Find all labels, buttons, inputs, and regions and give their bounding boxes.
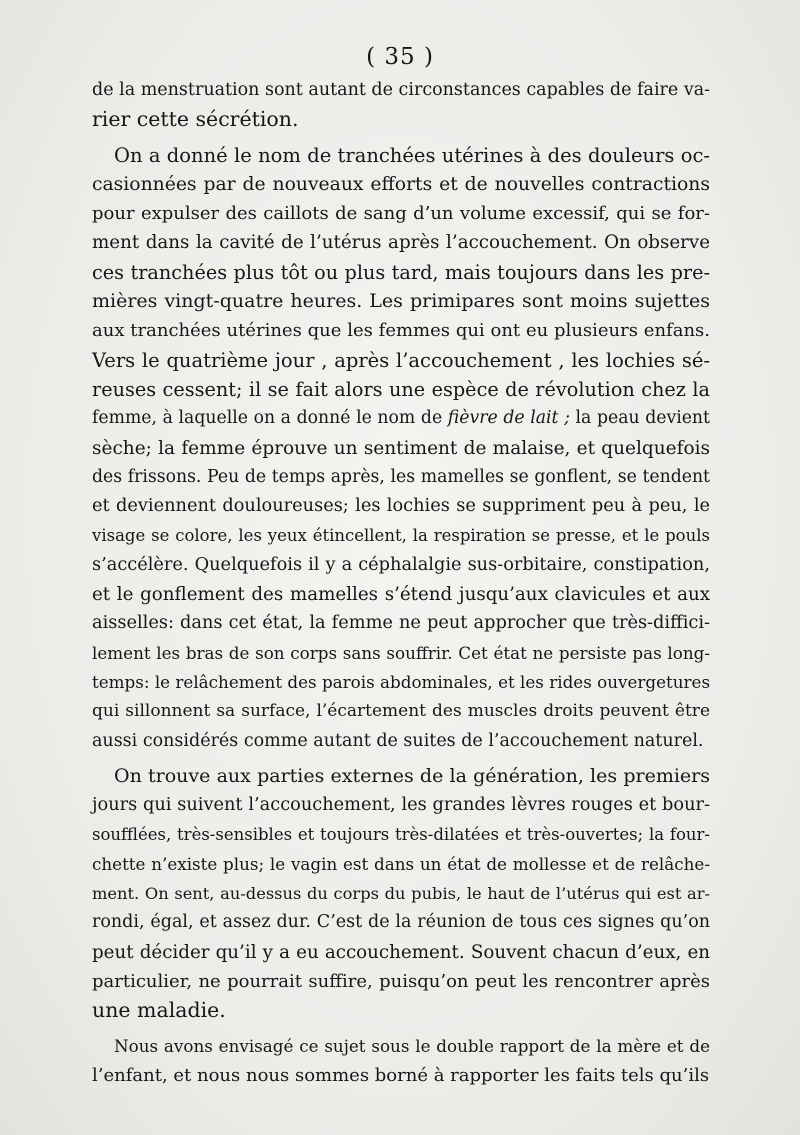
text-line: rier cette sécrétion. [92,107,299,132]
text-line: de la menstruation sont autant de circonstances capables de faire va- [92,80,711,100]
text-line: mières vingt-quatre heures. Les primipares sont moins sujettes [92,290,710,313]
text-line [92,404,710,433]
text-line: jours qui suivent l’accouchement, les grandes lèvres rouges et bour- [92,795,710,816]
text-line: visage se colore, les yeux étincellent, la respiration se presse, et le pouls [92,526,710,546]
text-line: lement les bras de son corps sans souffrir. Cet état ne persiste pas long- [92,642,710,663]
text-line: et le gonflement des mamelles s’étend jusqu’aux clavicules et aux [92,584,710,606]
text-line: et deviennent douloureuses; les lochies se suppriment peu à peu, le [92,496,710,517]
text-line: l’enfant, et nous nous sommes borné à rapporter les faits tels qu’ils [92,1064,710,1086]
text-line: soufflées, très-sensibles et toujours très-dilatées et très-ouvertes; la four- [92,825,710,845]
italic-term: fièvre de lait ; [447,408,570,429]
text-line: ces tranchées plus tôt ou plus tard, mais toujours dans les pre- [92,260,710,284]
text-line: aisselles: dans cet état, la femme ne peut approcher que très-diffici- [92,613,710,634]
text-line: des frissons. Peu de temps après, les mamelles se gonflent, se tendent [92,466,710,487]
text-line: ment. On sent, au-dessus du corps du pubis, le haut de l’utérus qui est ar- [92,884,710,904]
text-line: ment dans la cavité de l’utérus après l’accouchement. On observe [92,232,710,254]
text-line: On a donné le nom de tranchées utérines à des douleurs oc- [114,143,710,167]
text-line: chette n’existe plus; le vagin est dans un état de mollesse et de relâche- [92,853,710,874]
text-line: peut décider qu’il y a eu accouchement. Souvent chacun d’eux, en [92,941,710,963]
text-line: casionnées par de nouveaux efforts et de nouvelles contractions [92,173,710,195]
text-line: pour expulser des caillots de sang d’un volume excessif, qui se for- [92,203,710,225]
text-line: une maladie. [92,998,226,1023]
text-line: On trouve aux parties externes de la génération, les premiers [114,764,710,787]
text-line: reuses cessent; il se fait alors une espèce de révolution chez la [92,377,710,401]
body-text [92,76,710,1090]
text-line: sèche; la femme éprouve un sentiment de malaise, et quelquefois [92,437,710,459]
text-line: aussi considérés comme autant de suites de l’accouchement naturel. [92,730,704,751]
text-line: aux tranchées utérines que les femmes qui ont eu plusieurs enfans. [92,320,710,342]
text-line: s’accélère. Quelquefois il y a céphalalgie sus-orbitaire, constipation, [92,554,710,575]
text-line: Nous avons envisagé ce sujet sous le double rapport de la mère et de [114,1035,710,1056]
text-line: rondi, égal, et assez dur. C’est de la réunion de tous ces signes qu’on [92,912,710,933]
text-line: qui sillonnent sa surface, l’écartement des muscles droits peuvent être [92,701,710,722]
text-line: Vers le quatrième jour , après l’accouchement , les lochies sé- [92,348,710,372]
page-number: ( 35 ) [366,44,434,70]
text-run: la peau devient [569,408,710,429]
text-line: temps: le relâchement des parois abdominales, et les rides ouvergetures [92,671,711,692]
text-run: femme, à laquelle on a donné le nom de [92,408,448,429]
text-line: particulier, ne pourrait suffire, puisqu’on peut les rencontrer après [92,970,710,992]
